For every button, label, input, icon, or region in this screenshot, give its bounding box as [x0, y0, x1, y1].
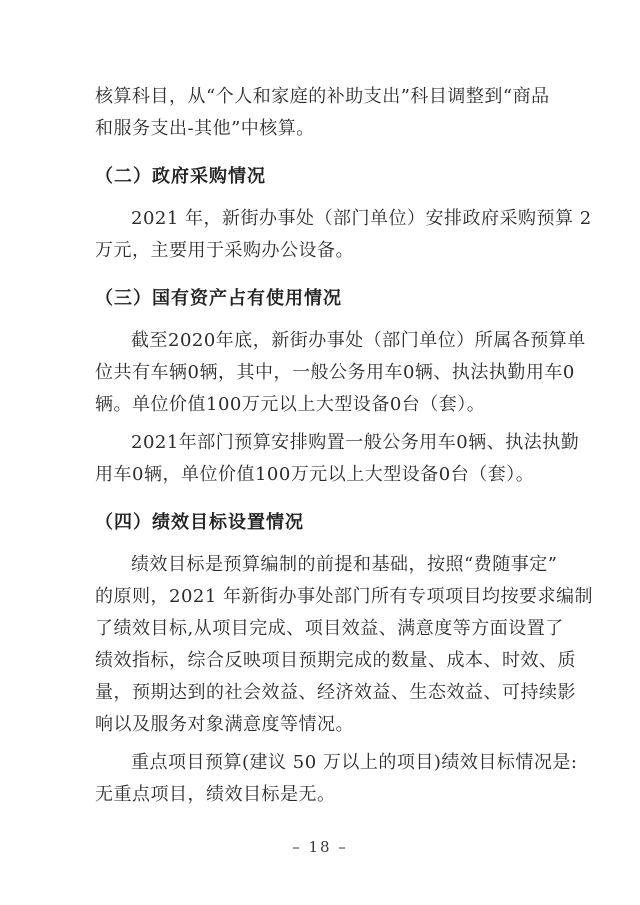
- text-line: 2021年部门预算安排购置一般公务用车0辆、执法执勤: [131, 432, 580, 453]
- text-line: 用车0辆，单位价值100万元以上大型设备0台（套）。: [95, 464, 535, 485]
- text-line: 无重点项目，绩效目标是无。: [95, 784, 336, 805]
- text-line: 的原则，2021 年新街办事处部门所有专项项目均按要求编制: [95, 586, 594, 607]
- text-line: 重点项目预算(建议 50 万以上的项目)绩效目标情况是:: [131, 752, 578, 773]
- text-line: 截至2020年底，新街办事处（部门单位）所属各预算单: [131, 330, 586, 351]
- text-line: 绩效指标，综合反映项目预期完成的数量、成本、时效、质: [95, 650, 576, 671]
- paragraph: [95, 427, 580, 491]
- section-heading: （三）国有资产占有使用情况: [95, 288, 342, 309]
- page-number: – 18 –: [292, 838, 348, 856]
- text-line: 量，预期达到的社会效益、经济效益、生态效益、可持续影: [95, 682, 576, 703]
- paragraph: [95, 549, 594, 741]
- document-content: [95, 81, 594, 817]
- text-line: 核算科目，从“个人和家庭的补助支出”科目调整到“商品: [95, 86, 550, 107]
- text-line: 和服务支出-其他”中核算。: [95, 118, 315, 139]
- page-footer: [0, 838, 640, 856]
- text-line: 位共有车辆0辆，其中，一般公务用车0辆、执法执勤用车0: [95, 362, 575, 383]
- text-line: 辆。单位价值100万元以上大型设备0台（套）。: [95, 394, 486, 415]
- paragraph: [95, 203, 592, 267]
- text-line: 响以及服务对象满意度等情况。: [95, 714, 354, 735]
- text-line: 绩效目标是预算编制的前提和基础，按照“费随事定”: [131, 554, 558, 575]
- section-heading: （二）政府采购情况: [95, 166, 266, 187]
- text-line: 了绩效目标,从项目完成、项目效益、满意度等方面设置了: [95, 618, 564, 639]
- section-heading: （四）绩效目标设置情况: [95, 512, 304, 533]
- paragraph: [95, 81, 550, 145]
- text-line: 万元，主要用于采购办公设备。: [95, 240, 354, 261]
- text-line: 2021 年，新街办事处（部门单位）安排政府采购预算 2: [131, 208, 592, 229]
- paragraph: [95, 325, 586, 421]
- paragraph: [95, 747, 578, 811]
